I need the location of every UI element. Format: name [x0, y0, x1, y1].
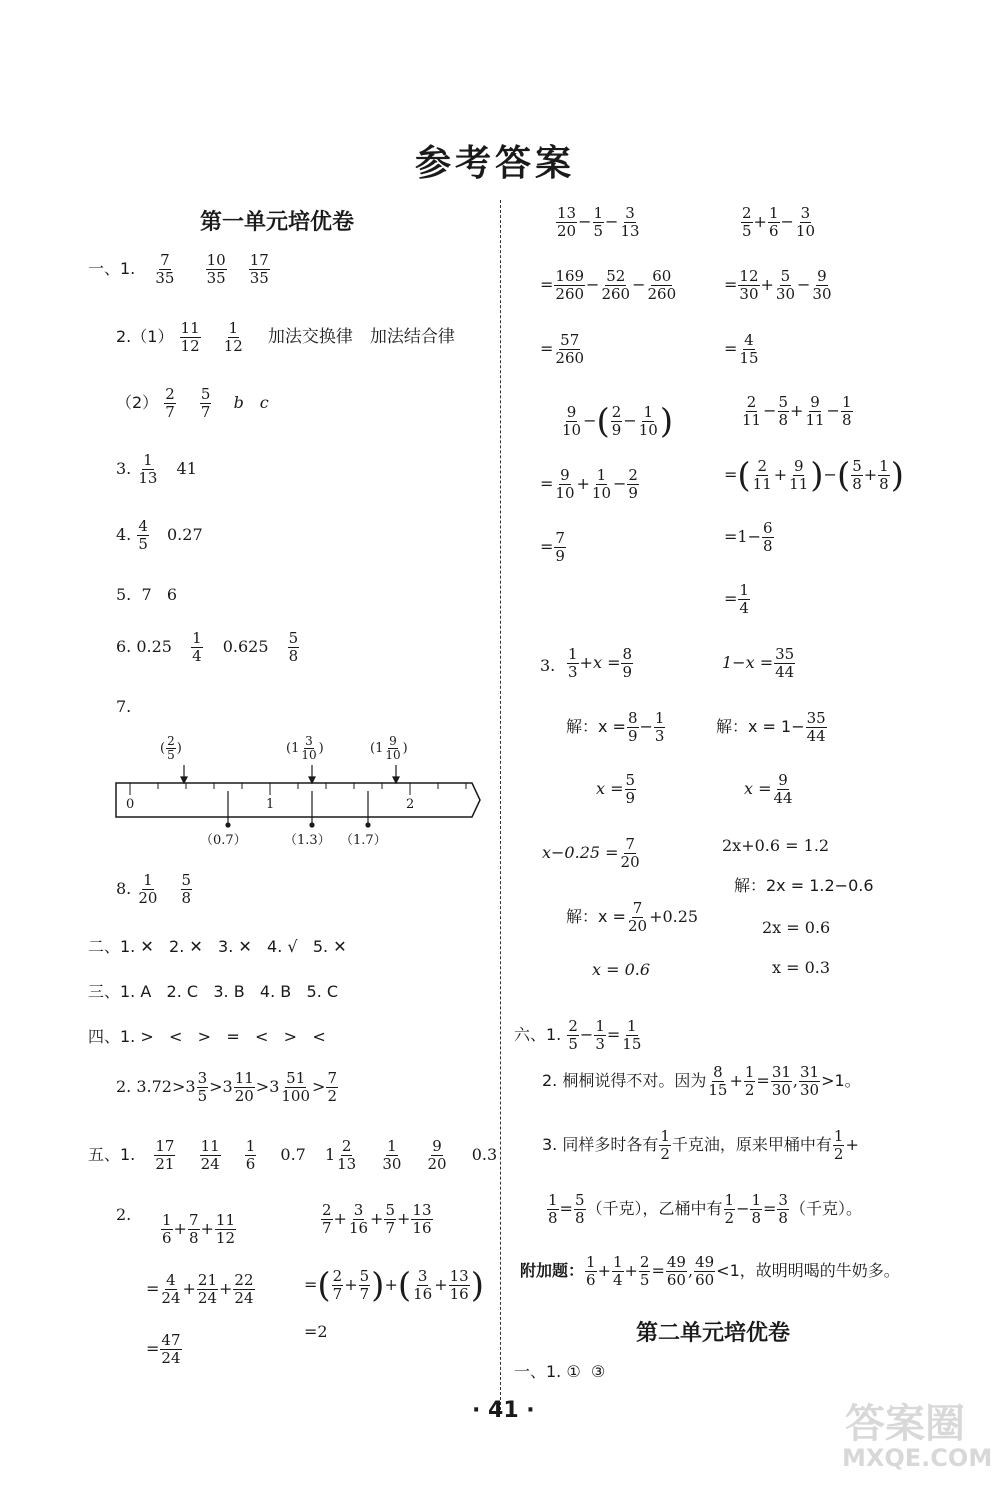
fraction: $\frac{51}{100}$	[281, 1069, 311, 1105]
calc-f-step-2: =( $\frac{2}{11}$ + $\frac{9}{11}$ )−( $\frac{5}{8}$ + $\frac{1}{8}$ )	[724, 455, 904, 496]
label: 4.	[116, 525, 132, 544]
bonus-answer: 附加题： $\frac{1}{6}$ + $\frac{1}{4}$ + $\frac{2}{5}$ = $\frac{49}{60}$ , $\frac{49}{60}$ <1，故明明喝的牛奶多。	[520, 1253, 900, 1289]
calc-c-step-1: $\frac{13}{20}$ − $\frac{1}{5}$ − $\frac{3}{13}$	[557, 204, 640, 240]
answer-1-2-1	[116, 320, 455, 355]
answer-1-4	[116, 518, 203, 553]
calc-d-result: = $\frac{4}{15}$	[724, 331, 759, 367]
fraction: $\frac{5}{8}$	[288, 629, 299, 665]
value: 0.625	[222, 637, 269, 656]
fraction: $\frac{10}{35}$	[206, 251, 226, 287]
unit-2-answer-1-1: 一、1. ① ③	[514, 1362, 606, 1381]
section-title-unit-2: 第二单元培优卷	[636, 1321, 791, 1346]
answer-5-2-label: 2.	[116, 1205, 132, 1224]
equation-2-result: x = $\frac{9}{44}$	[744, 771, 793, 807]
equation-1-solution: 解：x = $\frac{8}{9}$ − $\frac{1}{3}$	[566, 709, 665, 745]
calc-f-step-3: =1− $\frac{6}{8}$	[724, 519, 773, 555]
calc-c-step-2: = $\frac{169}{260}$ − $\frac{52}{260}$ − $\frac{60}{260}$	[540, 267, 677, 303]
calc-a-step-1: $\frac{1}{6}$ + $\frac{7}{8}$ + $\frac{11}{12}$	[162, 1211, 235, 1247]
calc-f-result: = $\frac{1}{4}$	[724, 581, 749, 617]
number-line-ruler	[100, 735, 485, 865]
label: 3.	[116, 459, 132, 478]
calc-e-step-2: = $\frac{9}{10}$ + $\frac{1}{10}$ − $\frac{2}{9}$	[540, 466, 638, 502]
calc-e-step-1: $\frac{9}{10}$ −( $\frac{2}{9}$ − $\frac{1}{10}$ )	[562, 401, 674, 442]
law-text: 加法交换律 加法结合律	[267, 327, 455, 347]
fraction: $\frac{7}{35}$	[155, 251, 175, 287]
calc-a-result: = $\frac{47}{24}$	[146, 1331, 181, 1367]
equation-4-step-2: 2x = 0.6	[762, 918, 831, 937]
calc-c-result: = $\frac{57}{260}$	[540, 331, 585, 367]
answer-5-3-label: 3.	[540, 656, 556, 675]
label: 一、1.	[88, 259, 136, 278]
fraction: $\frac{5}{7}$	[200, 385, 211, 421]
fraction: $\frac{1}{20}$	[138, 871, 158, 907]
answer-6-1: 六、1. $\frac{2}{5}$ − $\frac{1}{3}$ = $\frac{1}{15}$	[514, 1017, 642, 1053]
equation-4-result: x = 0.3	[772, 958, 831, 977]
label: （2）	[116, 393, 159, 412]
equation-4: 2x+0.6 = 1.2	[722, 836, 830, 855]
answer-1-1	[88, 252, 271, 287]
fraction: $\frac{1}{4}$	[192, 629, 202, 665]
answer-1-8	[116, 872, 193, 907]
calc-b-step-2: =( $\frac{2}{7}$ + $\frac{5}{7}$ )+( $\frac{3}{16}$ + $\frac{13}{16}$ )	[304, 1265, 484, 1306]
fraction: $\frac{9}{20}$	[427, 1137, 447, 1173]
answer-1-2-2	[116, 386, 269, 421]
fraction: $\frac{17}{21}$	[155, 1137, 175, 1173]
label: 五、1.	[88, 1145, 136, 1164]
page-number: · 41 ·	[472, 1398, 535, 1423]
answer-4-1: 四、1. > < > = < > <	[88, 1027, 326, 1046]
top-label: (1 $\frac{3}{10}$ )	[286, 734, 324, 762]
calc-a-step-2: = $\frac{4}{24}$ + $\frac{21}{24}$ + $\frac{22}{24}$	[146, 1271, 254, 1307]
equation-4-step-1: 解：2x = 1.2−0.6	[734, 876, 874, 895]
equation-3-solution: 解：x = $\frac{7}{20}$ +0.25	[566, 899, 699, 935]
watermark-url: MXQE.COM	[842, 1444, 993, 1472]
fraction: $\frac{3}{5}$	[197, 1069, 208, 1105]
label: 2.（1）	[116, 327, 174, 346]
bottom-label: （1.3）	[284, 833, 331, 848]
fraction: $\frac{17}{35}$	[249, 251, 269, 287]
label: 6. 0.25	[116, 637, 172, 656]
answer-6-2: 2. 桐桐说得不对。因为 $\frac{8}{15}$ + $\frac{1}{2}$ = $\frac{31}{30}$ , $\frac{31}{30}$ >1。	[542, 1063, 861, 1099]
equation-1-result: x = $\frac{5}{9}$	[596, 771, 636, 807]
fraction: $\frac{7}{2}$	[327, 1069, 337, 1105]
calc-d-step-2: = $\frac{12}{30}$ + $\frac{5}{30}$ − $\frac{9}{30}$	[724, 267, 832, 303]
calc-d-step-1: $\frac{2}{5}$ + $\frac{1}{6}$ − $\frac{3}{10}$	[742, 204, 815, 240]
tick-label: 0	[126, 797, 135, 812]
page-title: 参考答案	[415, 142, 576, 184]
tick-label: 1	[266, 797, 275, 812]
answer-5-1: 五、1. $\frac{17}{21}$ $\frac{11}{24}$ $\frac{1}{6}$ 0.7 1 $\frac{2}{13}$ $\frac{1}{30}$ $\frac{9}{20}$ 0.3	[88, 1137, 498, 1173]
answer-1-3	[116, 452, 197, 487]
value: 41	[176, 459, 197, 478]
fraction: $\frac{11}{24}$	[200, 1137, 220, 1173]
fraction: $\frac{1}{30}$	[382, 1137, 402, 1173]
variables: b c	[233, 393, 269, 412]
answer-6-3: 3. 同样多时各有 $\frac{1}{2}$ 千克油，原来甲桶中有 $\frac{1}{2}$ +	[542, 1127, 859, 1163]
answer-3: 三、1. A 2. C 3. B 4. B 5. C	[88, 982, 339, 1001]
fraction: $\frac{1}{13}$	[138, 451, 158, 487]
answer-6-3-cont: $\frac{1}{8}$ = $\frac{5}{8}$ （千克），乙桶中有 $\frac{1}{2}$ − $\frac{1}{8}$ = $\frac{3}{8}$ （千克）。	[548, 1191, 862, 1227]
answer-1-6	[116, 630, 300, 665]
top-label: (1 $\frac{9}{10}$ )	[370, 734, 408, 762]
answer-1-5: 5. 7 6	[116, 585, 178, 604]
fraction: $\frac{1}{12}$	[223, 319, 243, 355]
value: 0.27	[167, 525, 203, 544]
tick-label: 2	[406, 797, 415, 812]
bottom-label: （1.7）	[340, 833, 387, 848]
equation-1: $\frac{1}{3}$ +x = $\frac{8}{9}$	[568, 645, 633, 681]
fraction: $\frac{5}{8}$	[181, 871, 192, 907]
calc-b-result: =2	[304, 1322, 328, 1341]
top-label: ( $\frac{2}{5}$ )	[160, 734, 182, 762]
column-divider	[500, 200, 501, 1410]
calc-b-step-1: $\frac{2}{7}$ + $\frac{3}{16}$ + $\frac{5}{7}$ + $\frac{13}{16}$	[322, 1201, 432, 1237]
answer-1-7-label: 7.	[116, 697, 132, 716]
fraction: $\frac{4}{5}$	[138, 517, 148, 553]
equation-2-solution: 解：x = 1− $\frac{35}{44}$	[716, 709, 826, 745]
equation-2: 1−x = $\frac{35}{44}$	[722, 645, 795, 681]
section-title-unit-1: 第一单元培优卷	[200, 210, 355, 235]
fraction: $\frac{1}{6}$	[245, 1137, 256, 1173]
watermark-logo: 答案圈	[845, 1401, 965, 1447]
equation-3-result: x = 0.6	[592, 960, 651, 979]
bottom-label: （0.7）	[200, 833, 247, 848]
fraction: $\frac{2}{7}$	[165, 385, 175, 421]
fraction: $\frac{2}{13}$	[337, 1137, 357, 1173]
fraction: $\frac{11}{20}$	[234, 1069, 254, 1105]
answer-2: 二、1. ✕ 2. ✕ 3. ✕ 4. √ 5. ✕	[88, 937, 347, 956]
fraction: $\frac{11}{12}$	[180, 319, 200, 355]
label: 8.	[116, 879, 132, 898]
label: 2. 3.72>3	[116, 1077, 196, 1096]
answer-4-2: 2. 3.72>3 $\frac{3}{5}$ >3 $\frac{11}{20}$ >3 $\frac{51}{100}$ > $\frac{7}{2}$	[116, 1069, 337, 1105]
equation-3: x−0.25 = $\frac{7}{20}$	[542, 835, 640, 871]
calc-e-result: = $\frac{7}{9}$	[540, 529, 565, 565]
calc-f-step-1: $\frac{2}{11}$ − $\frac{5}{8}$ + $\frac{9}{11}$ − $\frac{1}{8}$	[742, 393, 852, 429]
